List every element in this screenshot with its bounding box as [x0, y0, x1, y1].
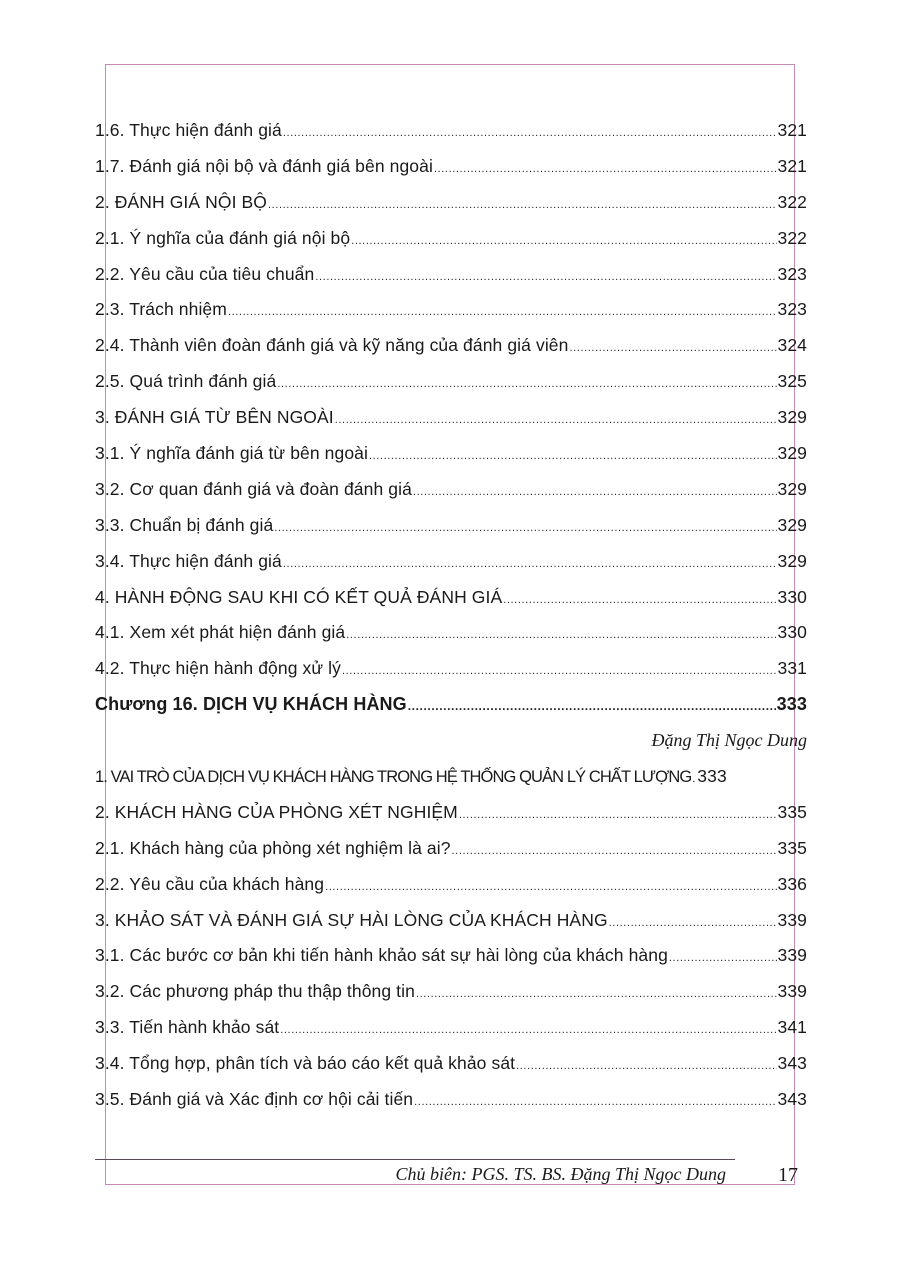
toc-leader-dots	[351, 224, 776, 260]
toc-entry-page: 335	[777, 837, 807, 858]
toc-leader-dots	[315, 260, 776, 296]
toc-entry-page: 323	[777, 299, 807, 320]
toc-entry-page: 330	[777, 622, 807, 643]
toc-entry[interactable]	[95, 400, 807, 436]
toc-leader-dots	[669, 941, 777, 977]
toc-entry-page: 339	[777, 945, 807, 966]
toc-entry[interactable]	[95, 903, 807, 939]
toc-entry-label: 3.3. Chuẩn bị đánh giá	[95, 514, 274, 535]
toc-entry[interactable]	[95, 795, 807, 831]
toc-entry-page: 329	[777, 514, 807, 535]
toc-entry-label: 3.2. Cơ quan đánh giá và đoàn đánh giá	[95, 478, 412, 499]
toc-entry-label: 4. HÀNH ĐỘNG SAU KHI CÓ KẾT QUẢ ĐÁNH GIÁ	[95, 586, 503, 607]
toc-entry-label: 2.4. Thành viên đoàn đánh giá và kỹ năng của đánh giá viên	[95, 335, 569, 356]
toc-leader-dots	[452, 834, 777, 870]
toc-leader-dots	[346, 618, 776, 654]
toc-entry[interactable]	[95, 580, 807, 616]
toc-entry-page: 343	[777, 1053, 807, 1074]
table-of-contents	[95, 113, 807, 1118]
toc-leader-dots	[408, 689, 776, 725]
toc-entry-page: 335	[777, 801, 807, 822]
toc-leader-dots	[335, 403, 777, 439]
toc-entry-label: 2.1. Ý nghĩa của đánh giá nội bộ	[95, 227, 351, 248]
toc-entry-label: 4.2. Thực hiện hành động xử lý	[95, 658, 341, 679]
toc-leader-dots	[503, 583, 776, 619]
toc-entry-label: 3.5. Đánh giá và Xác định cơ hội cải tiến	[95, 1089, 414, 1110]
toc-entry-page: 329	[777, 478, 807, 499]
toc-entry[interactable]	[95, 436, 807, 472]
toc-leader-dots	[434, 152, 777, 188]
toc-entry-page: 323	[777, 263, 807, 284]
toc-entry[interactable]	[95, 364, 807, 400]
toc-leader-dots	[325, 870, 776, 906]
toc-entry[interactable]	[95, 1010, 807, 1046]
toc-entry[interactable]	[95, 185, 807, 221]
toc-chapter-entry[interactable]	[95, 687, 807, 723]
toc-entry-label: 3.2. Các phương pháp thu thập thông tin	[95, 981, 415, 1002]
toc-entry-label: 2.5. Quá trình đánh giá	[95, 371, 277, 392]
footer-divider	[95, 1159, 735, 1160]
toc-leader-dots	[416, 977, 777, 1013]
toc-leader-dots	[274, 511, 776, 547]
toc-entry[interactable]	[95, 328, 807, 364]
toc-entry-label: 2.2. Yêu cầu của khách hàng	[95, 873, 325, 894]
toc-entry-label: 2.3. Trách nhiệm	[95, 299, 227, 320]
toc-entry-page: 339	[777, 981, 807, 1002]
toc-entry-label: 1.7. Đánh giá nội bộ và đánh giá bên ngoài	[95, 155, 433, 176]
toc-entry[interactable]	[95, 1082, 807, 1118]
toc-entry[interactable]	[95, 831, 807, 867]
toc-entry-label: 3.4. Thực hiện đánh giá	[95, 550, 282, 571]
toc-entry[interactable]	[95, 292, 807, 328]
toc-entry-label: 2.1. Khách hàng của phòng xét nghiệm là ai?	[95, 837, 451, 858]
toc-entry[interactable]	[95, 615, 807, 651]
toc-entry-page: 330	[777, 586, 807, 607]
toc-entry-label: 3. ĐÁNH GIÁ TỪ BÊN NGOÀI	[95, 407, 334, 428]
toc-leader-dots	[268, 188, 777, 224]
toc-entry[interactable]	[95, 149, 807, 185]
toc-entry-label: 3.3. Tiến hành khảo sát	[95, 1017, 280, 1038]
toc-entry[interactable]	[95, 257, 807, 293]
toc-leader-dots	[413, 475, 777, 511]
toc-leader-dots	[609, 906, 777, 942]
toc-entry-page: 325	[777, 371, 807, 392]
toc-entry-page: 329	[777, 550, 807, 571]
toc-entry-page: 324	[777, 335, 807, 356]
toc-entry-label: Chương 16. DỊCH VỤ KHÁCH HÀNG	[95, 694, 407, 715]
toc-entry-page: 322	[777, 227, 807, 248]
toc-entry-label: 3.4. Tổng hợp, phân tích và báo cáo kết quả khảo sát	[95, 1053, 516, 1074]
toc-entry-label: 2.2. Yêu cầu của tiêu chuẩn	[95, 263, 315, 284]
toc-entry-page: 339	[777, 909, 807, 930]
toc-entry[interactable]	[95, 1046, 807, 1082]
toc-entry[interactable]	[95, 867, 807, 903]
toc-entry[interactable]	[95, 544, 807, 580]
toc-entry-page: 322	[777, 191, 807, 212]
toc-section-list	[95, 113, 807, 687]
toc-entry-label: 1.6. Thực hiện đánh giá	[95, 120, 282, 140]
toc-leader-dots	[228, 295, 777, 331]
toc-entry-page: 329	[777, 443, 807, 464]
toc-leader-dots	[516, 1049, 776, 1085]
toc-leader-dots	[283, 116, 777, 152]
toc-leader-dots	[569, 331, 776, 367]
toc-entry-page: 329	[777, 407, 807, 428]
toc-leader-dots	[280, 1013, 776, 1049]
toc-entry-label: 4.1. Xem xét phát hiện đánh giá	[95, 622, 346, 643]
toc-entry-page: 343	[777, 1089, 807, 1110]
toc-entry-page: 333	[697, 766, 727, 787]
toc-leader-dots	[369, 439, 777, 475]
toc-leader-dots	[414, 1085, 776, 1121]
toc-entry-label: 3. KHẢO SÁT VÀ ĐÁNH GIÁ SỰ HÀI LÒNG CỦA KHÁCH HÀNG	[95, 909, 608, 930]
toc-leader-dots	[342, 654, 777, 690]
toc-leader-dots	[283, 547, 777, 583]
toc-entry-page: 321	[777, 155, 807, 176]
toc-entry-label: 2. KHÁCH HÀNG CỦA PHÒNG XÉT NGHIỆM	[95, 801, 458, 822]
toc-entry-label: 1. VAI TRÒ CỦA DỊCH VỤ KHÁCH HÀNG TRONG HỆ THỐNG QUẢN LÝ CHẤT LƯỢNG	[95, 768, 692, 787]
toc-entry-label: 3.1. Ý nghĩa đánh giá từ bên ngoài	[95, 443, 368, 464]
toc-entry[interactable]	[95, 508, 807, 544]
chapter-author: Đặng Thị Ngọc Dung	[651, 730, 807, 751]
page-number: 17	[778, 1164, 798, 1186]
toc-entry[interactable]	[95, 974, 807, 1010]
toc-entry[interactable]	[95, 651, 807, 687]
toc-entry-page: 341	[777, 1017, 807, 1038]
toc-entry[interactable]	[95, 759, 807, 795]
toc-leader-dots	[277, 367, 776, 403]
toc-entry-page: 336	[777, 873, 807, 894]
toc-entry[interactable]	[95, 113, 807, 149]
toc-entry[interactable]	[95, 938, 807, 974]
toc-entry-page: 331	[777, 658, 807, 679]
toc-entry[interactable]	[95, 221, 807, 257]
toc-entry[interactable]	[95, 472, 807, 508]
toc-entry-label: 2. ĐÁNH GIÁ NỘI BỘ	[95, 191, 267, 212]
toc-entry-page: 321	[777, 120, 807, 140]
toc-entry-label: 3.1. Các bước cơ bản khi tiến hành khảo sát sự hài lòng của khách hàng	[95, 945, 668, 966]
footer-editor: Chủ biên: PGS. TS. BS. Đặng Thị Ngọc Dung	[395, 1164, 726, 1184]
toc-leader-dots	[459, 798, 777, 834]
toc-leader-dots	[692, 762, 696, 798]
toc-chapter-list	[95, 759, 807, 1118]
toc-entry-page: 333	[776, 694, 807, 715]
